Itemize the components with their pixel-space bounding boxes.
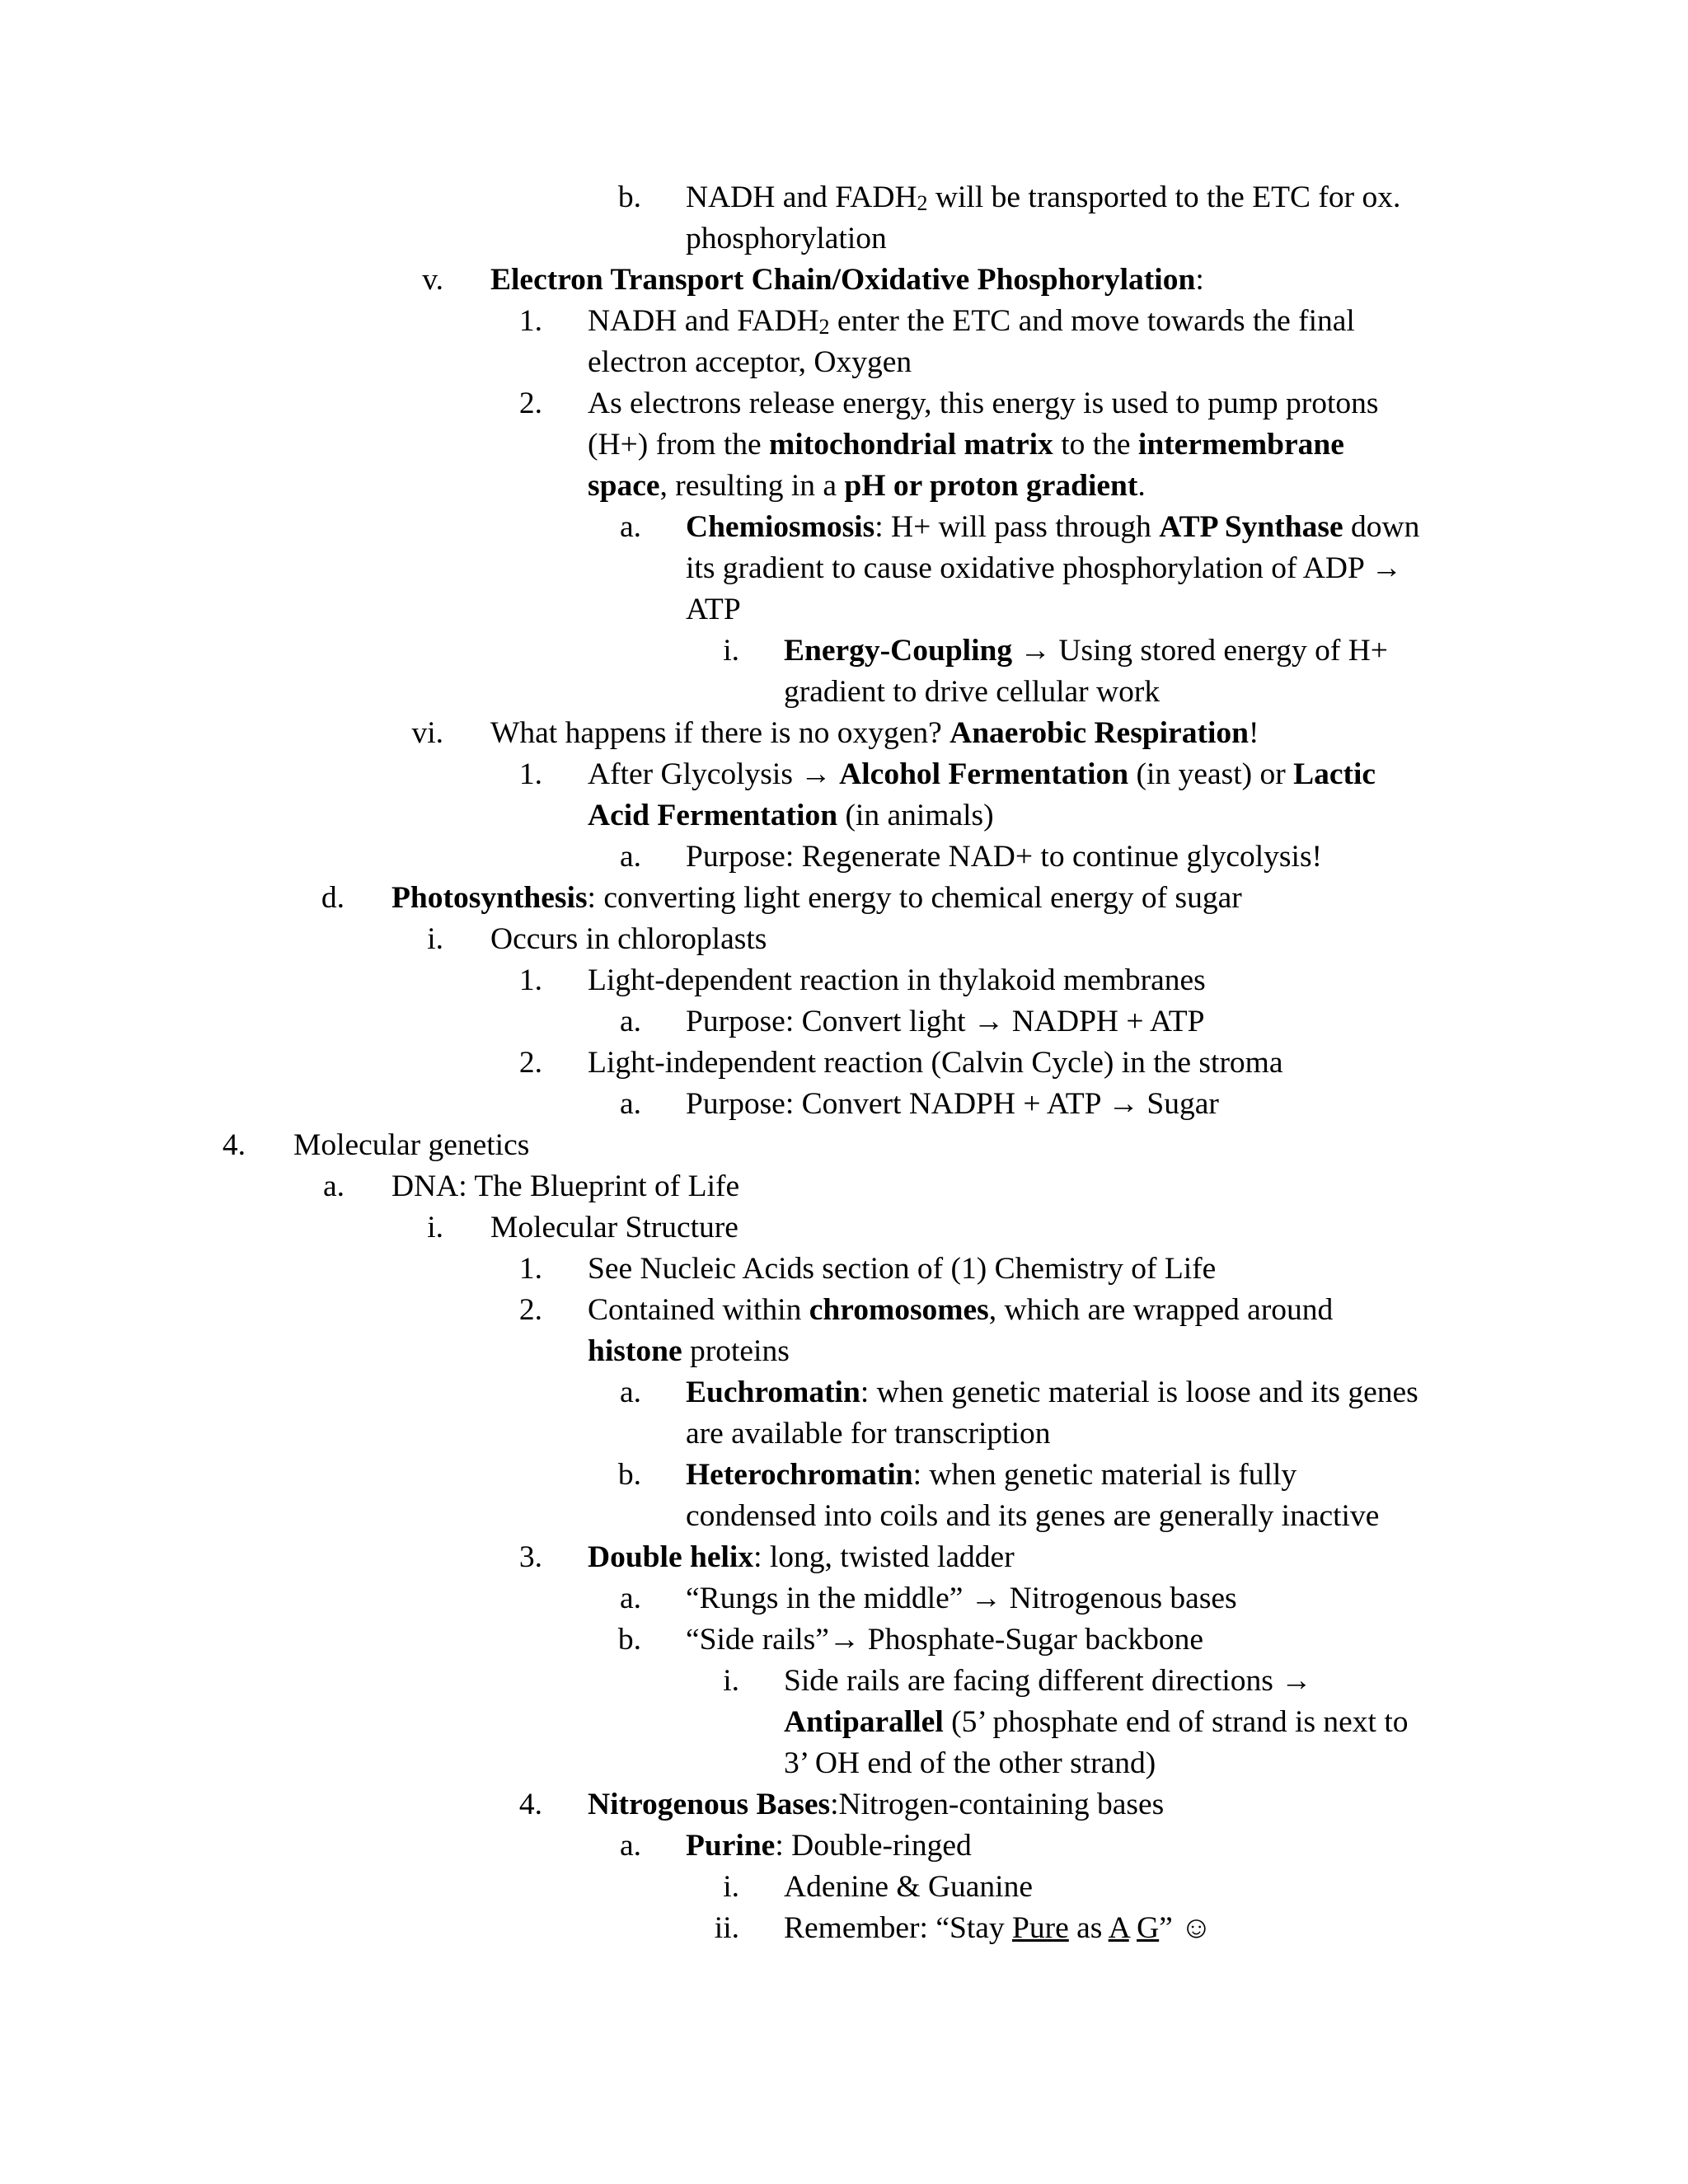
outline-text bbox=[293, 1125, 529, 1166]
bold-term: Euchromatin bbox=[686, 1376, 860, 1409]
underlined-text: G bbox=[1137, 1911, 1160, 1945]
list-marker: 1. bbox=[518, 757, 542, 791]
outline-text bbox=[588, 960, 1206, 1001]
bold-term: Antiparallel bbox=[784, 1705, 944, 1739]
list-marker: i. bbox=[723, 634, 739, 668]
text-run: : long, twisted ladder bbox=[753, 1540, 1015, 1574]
text-run: : H+ will pass through bbox=[874, 510, 1160, 544]
outline-line bbox=[0, 1825, 1688, 1867]
text-run: its gradient to cause oxidative phosphorylation of ADP → bbox=[686, 551, 1403, 585]
outline-line bbox=[0, 1125, 1688, 1166]
subscript: 2 bbox=[818, 315, 830, 339]
outline-text bbox=[784, 1908, 1212, 1949]
list-marker: a. bbox=[619, 840, 641, 874]
outline-text bbox=[588, 301, 1355, 342]
text-run: 3’ OH end of the other strand) bbox=[784, 1746, 1156, 1780]
outline-text bbox=[588, 754, 1376, 795]
text-run: down bbox=[1343, 510, 1420, 544]
list-marker: i. bbox=[723, 1870, 739, 1904]
text-run: . bbox=[1137, 469, 1146, 503]
list-marker: 1. bbox=[518, 1252, 542, 1286]
outline-text bbox=[686, 1084, 1219, 1125]
outline-line bbox=[0, 837, 1688, 878]
list-marker: b. bbox=[617, 1623, 641, 1657]
outline-line bbox=[0, 383, 1688, 424]
outline-text bbox=[588, 1537, 1015, 1578]
outline-line bbox=[0, 1537, 1688, 1578]
outline-text bbox=[686, 1001, 1205, 1043]
outline-line bbox=[0, 260, 1688, 301]
bold-term: Anaerobic Respiration bbox=[950, 716, 1249, 750]
text-run: :Nitrogen-containing bases bbox=[830, 1788, 1165, 1821]
outline-line bbox=[0, 1867, 1688, 1908]
list-marker: 3. bbox=[518, 1540, 542, 1574]
text-run: ATP bbox=[686, 593, 741, 626]
outline-line bbox=[0, 1372, 1688, 1413]
outline-line bbox=[0, 960, 1688, 1001]
bold-term: Purine bbox=[686, 1829, 776, 1863]
list-marker: a. bbox=[322, 1169, 345, 1203]
text-run: to the bbox=[1053, 428, 1138, 462]
text-run: ! bbox=[1248, 716, 1259, 750]
outline-line bbox=[0, 177, 1688, 218]
outline-line bbox=[0, 1413, 1688, 1455]
outline-line bbox=[0, 218, 1688, 260]
outline-line bbox=[0, 1249, 1688, 1290]
outline-line bbox=[0, 466, 1688, 507]
outline-line bbox=[0, 754, 1688, 795]
text-run: as bbox=[1068, 1911, 1109, 1945]
outline-text bbox=[686, 1619, 1203, 1661]
outline-text bbox=[588, 383, 1379, 424]
text-run: , which are wrapped around bbox=[988, 1293, 1334, 1327]
outline-line bbox=[0, 1084, 1688, 1125]
outline-line bbox=[0, 1496, 1688, 1537]
text-run: Occurs in chloroplasts bbox=[490, 922, 767, 956]
bold-term: mitochondrial matrix bbox=[769, 428, 1053, 462]
text-run: phosphorylation bbox=[686, 222, 887, 255]
outline-text bbox=[588, 1043, 1283, 1084]
text-run: proteins bbox=[682, 1334, 790, 1368]
text-run: NADH and FADH bbox=[588, 304, 819, 338]
outline-text bbox=[686, 1413, 1051, 1455]
text-run: Light-independent reaction (Calvin Cycle) in the stroma bbox=[588, 1046, 1283, 1080]
text-run: → Using stored energy of H+ bbox=[1012, 634, 1388, 668]
text-run: Remember: “Stay bbox=[784, 1911, 1013, 1945]
text-run: Molecular Structure bbox=[490, 1211, 738, 1244]
text-run: : converting light energy to chemical energy of sugar bbox=[587, 881, 1242, 915]
outline-line bbox=[0, 301, 1688, 342]
list-marker: vi. bbox=[411, 716, 443, 750]
list-marker: a. bbox=[619, 1005, 641, 1038]
outline-text bbox=[686, 837, 1322, 878]
bold-term: Alcohol Fermentation bbox=[839, 757, 1129, 791]
bold-term: Chemiosmosis bbox=[686, 510, 875, 544]
text-run: , resulting in a bbox=[659, 469, 845, 503]
list-marker: a. bbox=[619, 1087, 641, 1121]
bold-term: Energy-Coupling bbox=[784, 634, 1013, 668]
text-run: “Side rails”→ Phosphate-Sugar backbone bbox=[686, 1623, 1203, 1657]
outline-line bbox=[0, 795, 1688, 837]
bold-term: Electron Transport Chain/Oxidative Phosphorylation bbox=[490, 263, 1196, 297]
outline-line bbox=[0, 424, 1688, 466]
subscript: 2 bbox=[917, 191, 928, 215]
bold-term: Acid Fermentation bbox=[588, 799, 838, 832]
text-run: Contained within bbox=[588, 1293, 809, 1327]
outline-line bbox=[0, 878, 1688, 919]
bold-term: space bbox=[588, 469, 660, 503]
outline-line bbox=[0, 1166, 1688, 1207]
outline-line bbox=[0, 1290, 1688, 1331]
list-marker: ii. bbox=[714, 1911, 739, 1945]
bold-term: Photosynthesis bbox=[392, 881, 588, 915]
outline-line bbox=[0, 342, 1688, 383]
list-marker: i. bbox=[427, 922, 443, 956]
list-marker: i. bbox=[723, 1664, 739, 1698]
text-run: Purpose: Regenerate NAD+ to continue glycolysis! bbox=[686, 840, 1323, 874]
bold-term: pH or proton gradient bbox=[844, 469, 1138, 503]
bold-term: intermembrane bbox=[1137, 428, 1344, 462]
outline-line bbox=[0, 713, 1688, 754]
list-marker: b. bbox=[617, 1458, 641, 1492]
text-run: “Rungs in the middle” → Nitrogenous bases bbox=[686, 1582, 1237, 1615]
outline-text bbox=[784, 1702, 1409, 1743]
list-marker: 4. bbox=[518, 1788, 542, 1821]
text-run: (H+) from the bbox=[588, 428, 770, 462]
outline-text bbox=[686, 218, 887, 260]
bold-term: Nitrogenous Bases bbox=[588, 1788, 831, 1821]
list-marker: 2. bbox=[518, 1293, 542, 1327]
text-run: : when genetic material is loose and its genes bbox=[860, 1376, 1418, 1409]
text-run: Adenine & Guanine bbox=[784, 1870, 1033, 1904]
list-marker: 2. bbox=[518, 1046, 542, 1080]
underlined-text: A bbox=[1108, 1911, 1129, 1945]
text-run: Purpose: Convert NADPH + ATP → Sugar bbox=[686, 1087, 1219, 1121]
outline-text bbox=[392, 878, 1242, 919]
outline-text bbox=[784, 630, 1388, 672]
outline-line bbox=[0, 1619, 1688, 1661]
outline-line bbox=[0, 630, 1688, 672]
text-run: See Nucleic Acids section of (1) Chemistry of Life bbox=[588, 1252, 1217, 1286]
text-run: : when genetic material is fully bbox=[912, 1458, 1297, 1492]
outline-line bbox=[0, 672, 1688, 713]
outline-text bbox=[686, 507, 1419, 548]
bold-term: Double helix bbox=[588, 1540, 754, 1574]
outline-text bbox=[686, 1372, 1418, 1413]
text-run: DNA: The Blueprint of Life bbox=[392, 1169, 740, 1203]
outline-line bbox=[0, 548, 1688, 589]
text-run: electron acceptor, Oxygen bbox=[588, 345, 912, 379]
text-run: condensed into coils and its genes are generally inactive bbox=[686, 1499, 1380, 1533]
outline-text bbox=[588, 1290, 1333, 1331]
outline-text bbox=[588, 466, 1146, 507]
outline-text bbox=[588, 342, 912, 383]
outline-text bbox=[784, 1661, 1312, 1702]
outline-line bbox=[0, 919, 1688, 960]
text-run: NADH and FADH bbox=[686, 180, 917, 214]
text-run: Molecular genetics bbox=[293, 1128, 530, 1162]
text-run: are available for transcription bbox=[686, 1417, 1051, 1451]
outline-text bbox=[392, 1166, 739, 1207]
list-marker: b. bbox=[617, 180, 641, 214]
outline-text bbox=[686, 589, 741, 630]
outline-text bbox=[784, 672, 1160, 713]
text-run: gradient to drive cellular work bbox=[784, 675, 1160, 709]
text-run bbox=[1129, 1911, 1137, 1945]
text-run: What happens if there is no oxygen? bbox=[490, 716, 950, 750]
outline-line bbox=[0, 507, 1688, 548]
outline-text bbox=[490, 919, 767, 960]
text-run: (in animals) bbox=[837, 799, 994, 832]
outline-line bbox=[0, 1455, 1688, 1496]
bold-term: chromosomes bbox=[809, 1293, 989, 1327]
text-run: ” ☺ bbox=[1159, 1911, 1212, 1945]
outline-line bbox=[0, 1784, 1688, 1825]
outline-text bbox=[490, 260, 1204, 301]
outline-text bbox=[588, 1331, 790, 1372]
outline-text bbox=[784, 1867, 1033, 1908]
list-marker: 2. bbox=[518, 387, 542, 420]
bold-term: Lactic bbox=[1293, 757, 1376, 791]
outline-line bbox=[0, 1661, 1688, 1702]
bold-term: Heterochromatin bbox=[686, 1458, 913, 1492]
text-run: Side rails are facing different directions → bbox=[784, 1664, 1312, 1698]
text-run: : Double-ringed bbox=[775, 1829, 972, 1863]
text-run: Light-dependent reaction in thylakoid membranes bbox=[588, 963, 1206, 997]
list-marker: a. bbox=[619, 510, 641, 544]
outline-text bbox=[784, 1743, 1156, 1784]
outline-line bbox=[0, 1331, 1688, 1372]
text-run: will be transported to the ETC for ox. bbox=[927, 180, 1401, 214]
outline-text bbox=[588, 1784, 1164, 1825]
text-run: (in yeast) or bbox=[1128, 757, 1294, 791]
list-marker: a. bbox=[619, 1829, 641, 1863]
text-run: : bbox=[1195, 263, 1204, 297]
bold-term: histone bbox=[588, 1334, 682, 1368]
outline-text bbox=[490, 713, 1259, 754]
outline-text bbox=[686, 548, 1402, 589]
outline-text bbox=[686, 1496, 1379, 1537]
list-marker: a. bbox=[619, 1582, 641, 1615]
bold-term: ATP Synthase bbox=[1159, 510, 1343, 544]
list-marker: d. bbox=[321, 881, 345, 915]
outline-line bbox=[0, 1702, 1688, 1743]
list-marker: v. bbox=[422, 263, 443, 297]
text-run: After Glycolysis → bbox=[588, 757, 840, 791]
outline-line bbox=[0, 1578, 1688, 1619]
text-run: Purpose: Convert light → NADPH + ATP bbox=[686, 1005, 1205, 1038]
outline-text bbox=[588, 424, 1344, 466]
outline-text bbox=[686, 177, 1400, 218]
outline-text bbox=[686, 1578, 1237, 1619]
outline-line bbox=[0, 1743, 1688, 1784]
text-run: As electrons release energy, this energy is used to pump protons bbox=[588, 387, 1379, 420]
text-run: (5’ phosphate end of strand is next to bbox=[943, 1705, 1409, 1739]
list-marker: 1. bbox=[518, 963, 542, 997]
text-run: enter the ETC and move towards the final bbox=[829, 304, 1355, 338]
outline-text bbox=[490, 1207, 738, 1249]
outline-text bbox=[588, 1249, 1216, 1290]
outline-line bbox=[0, 1207, 1688, 1249]
underlined-text: Pure bbox=[1012, 1911, 1069, 1945]
list-marker: a. bbox=[619, 1376, 641, 1409]
list-marker: i. bbox=[427, 1211, 443, 1244]
outline-text bbox=[588, 795, 994, 837]
outline-text bbox=[686, 1455, 1296, 1496]
outline-line bbox=[0, 1908, 1688, 1949]
outline-text bbox=[686, 1825, 972, 1867]
outline-line bbox=[0, 589, 1688, 630]
list-marker: 1. bbox=[518, 304, 542, 338]
outline-line bbox=[0, 1043, 1688, 1084]
outline-line bbox=[0, 1001, 1688, 1043]
list-marker: 4. bbox=[222, 1128, 246, 1162]
